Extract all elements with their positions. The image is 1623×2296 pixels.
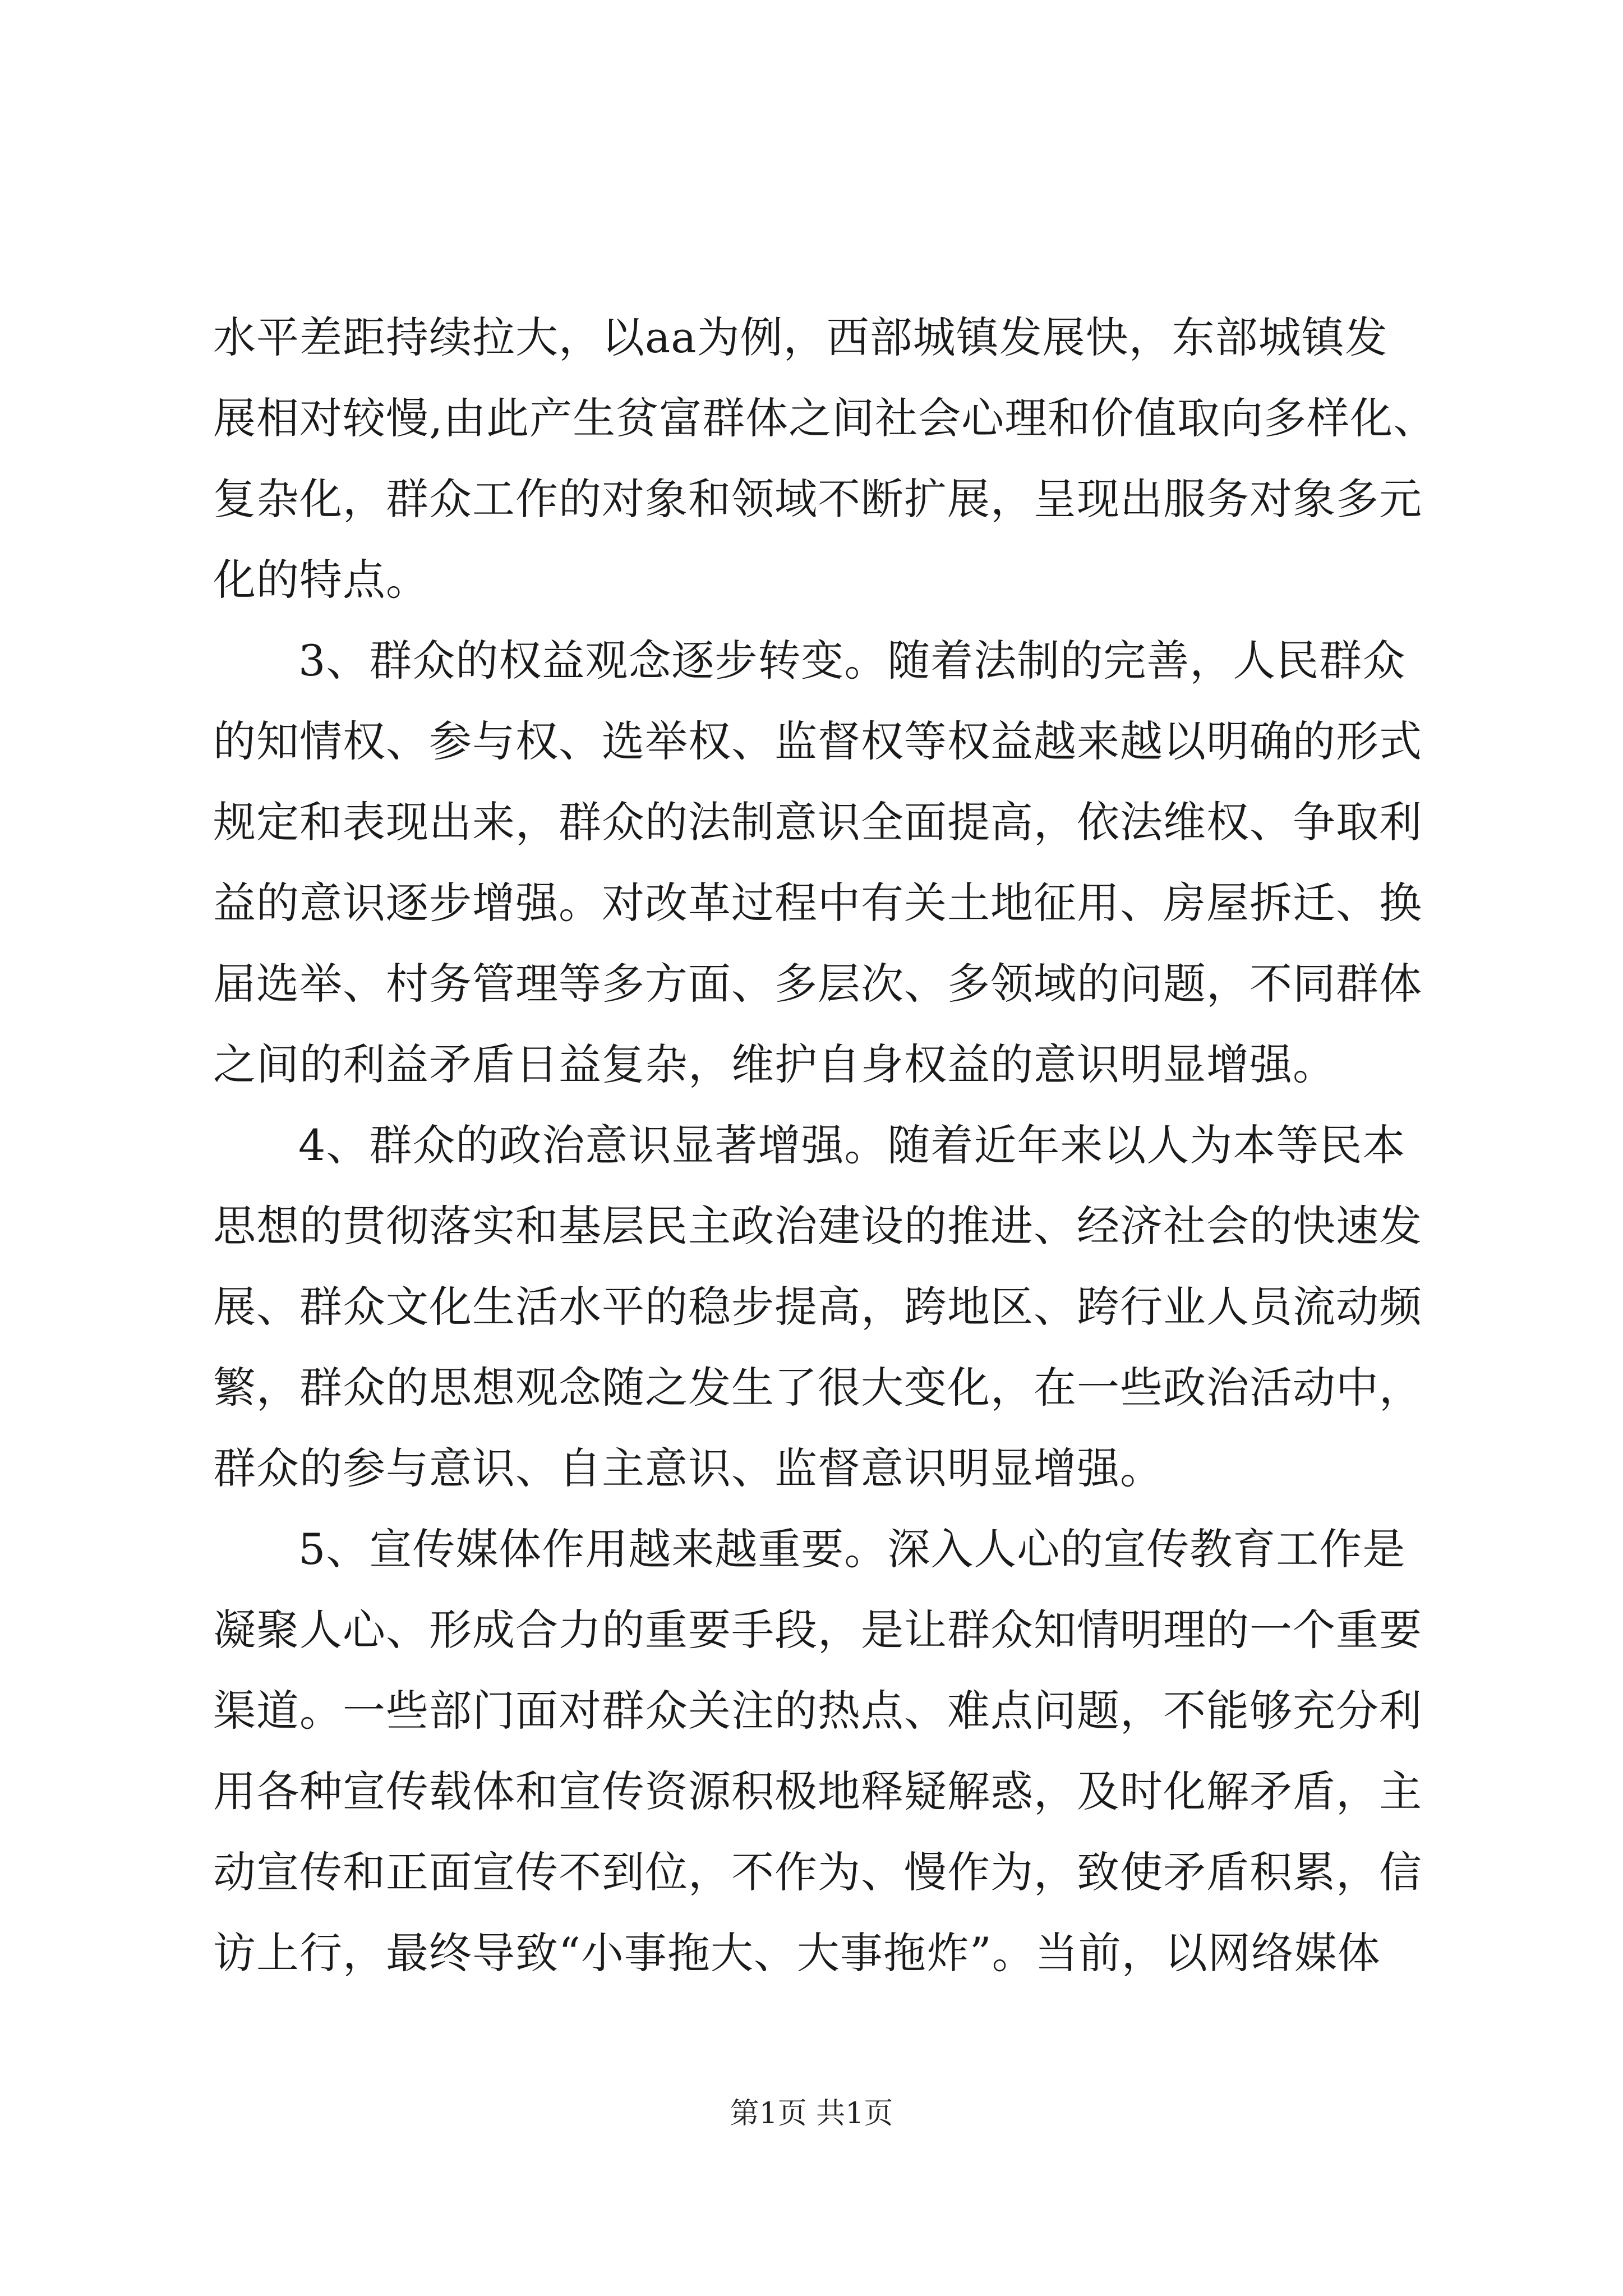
text-line: 访上行，最终导致“小事拖大、大事拖炸”。当前，以网络媒体 xyxy=(213,1928,1381,1978)
text-line: 群众的参与意识、自主意识、监督意识明显增强。 xyxy=(213,1443,1163,1493)
page-footer: 第1页 共1页 xyxy=(730,2097,893,2131)
text-line: 思想的贯彻落实和基层民主政治建设的推进、经济社会的快速发 xyxy=(213,1201,1422,1251)
text-line: 益的意识逐步增强。对改革过程中有关土地征用、房屋拆迁、换 xyxy=(213,878,1422,928)
text-line: 渠道。一些部门面对群众关注的热点、难点问题，不能够充分利 xyxy=(213,1686,1422,1736)
text-line: 用各种宣传载体和宣传资源积极地释疑解惑，及时化解矛盾，主 xyxy=(213,1766,1422,1816)
text-line: 规定和表现出来，群众的法制意识全面提高，依法维权、争取利 xyxy=(213,797,1422,847)
text-line: 繁，群众的思想观念随之发生了很大变化，在一些政治活动中， xyxy=(213,1363,1422,1412)
text-line: 4、群众的政治意识显著增强。随着近年来以人为本等民本 xyxy=(298,1120,1406,1170)
text-line: 的知情权、参与权、选举权、监督权等权益越来越以明确的形式 xyxy=(213,716,1422,766)
text-line: 凝聚人心、形成合力的重要手段，是让群众知情明理的一个重要 xyxy=(213,1605,1422,1655)
text-line: 动宣传和正面宣传不到位，不作为、慢作为，致使矛盾积累，信 xyxy=(213,1847,1422,1897)
text-line: 复杂化，群众工作的对象和领域不断扩展，呈现出服务对象多元 xyxy=(213,474,1422,524)
text-line: 展相对较慢,由此产生贫富群体之间社会心理和价值取向多样化、 xyxy=(213,393,1437,443)
text-line: 届选举、村务管理等多方面、多层次、多领域的问题，不同群体 xyxy=(213,959,1422,1009)
text-line: 之间的利益矛盾日益复杂，维护自身权益的意识明显增强。 xyxy=(213,1039,1336,1089)
text-line: 展、群众文化生活水平的稳步提高，跨地区、跨行业人员流动频 xyxy=(213,1282,1422,1332)
text-line: 水平差距持续拉大，以aa为例，西部城镇发展快，东部城镇发 xyxy=(213,312,1388,362)
document-body xyxy=(213,297,1475,1994)
text-line: 3、群众的权益观念逐步转变。随着法制的完善，人民群众 xyxy=(298,636,1406,685)
text-line: 5、宣传媒体作用越来越重要。深入人心的宣传教育工作是 xyxy=(298,1524,1406,1574)
text-line: 化的特点。 xyxy=(213,555,429,605)
